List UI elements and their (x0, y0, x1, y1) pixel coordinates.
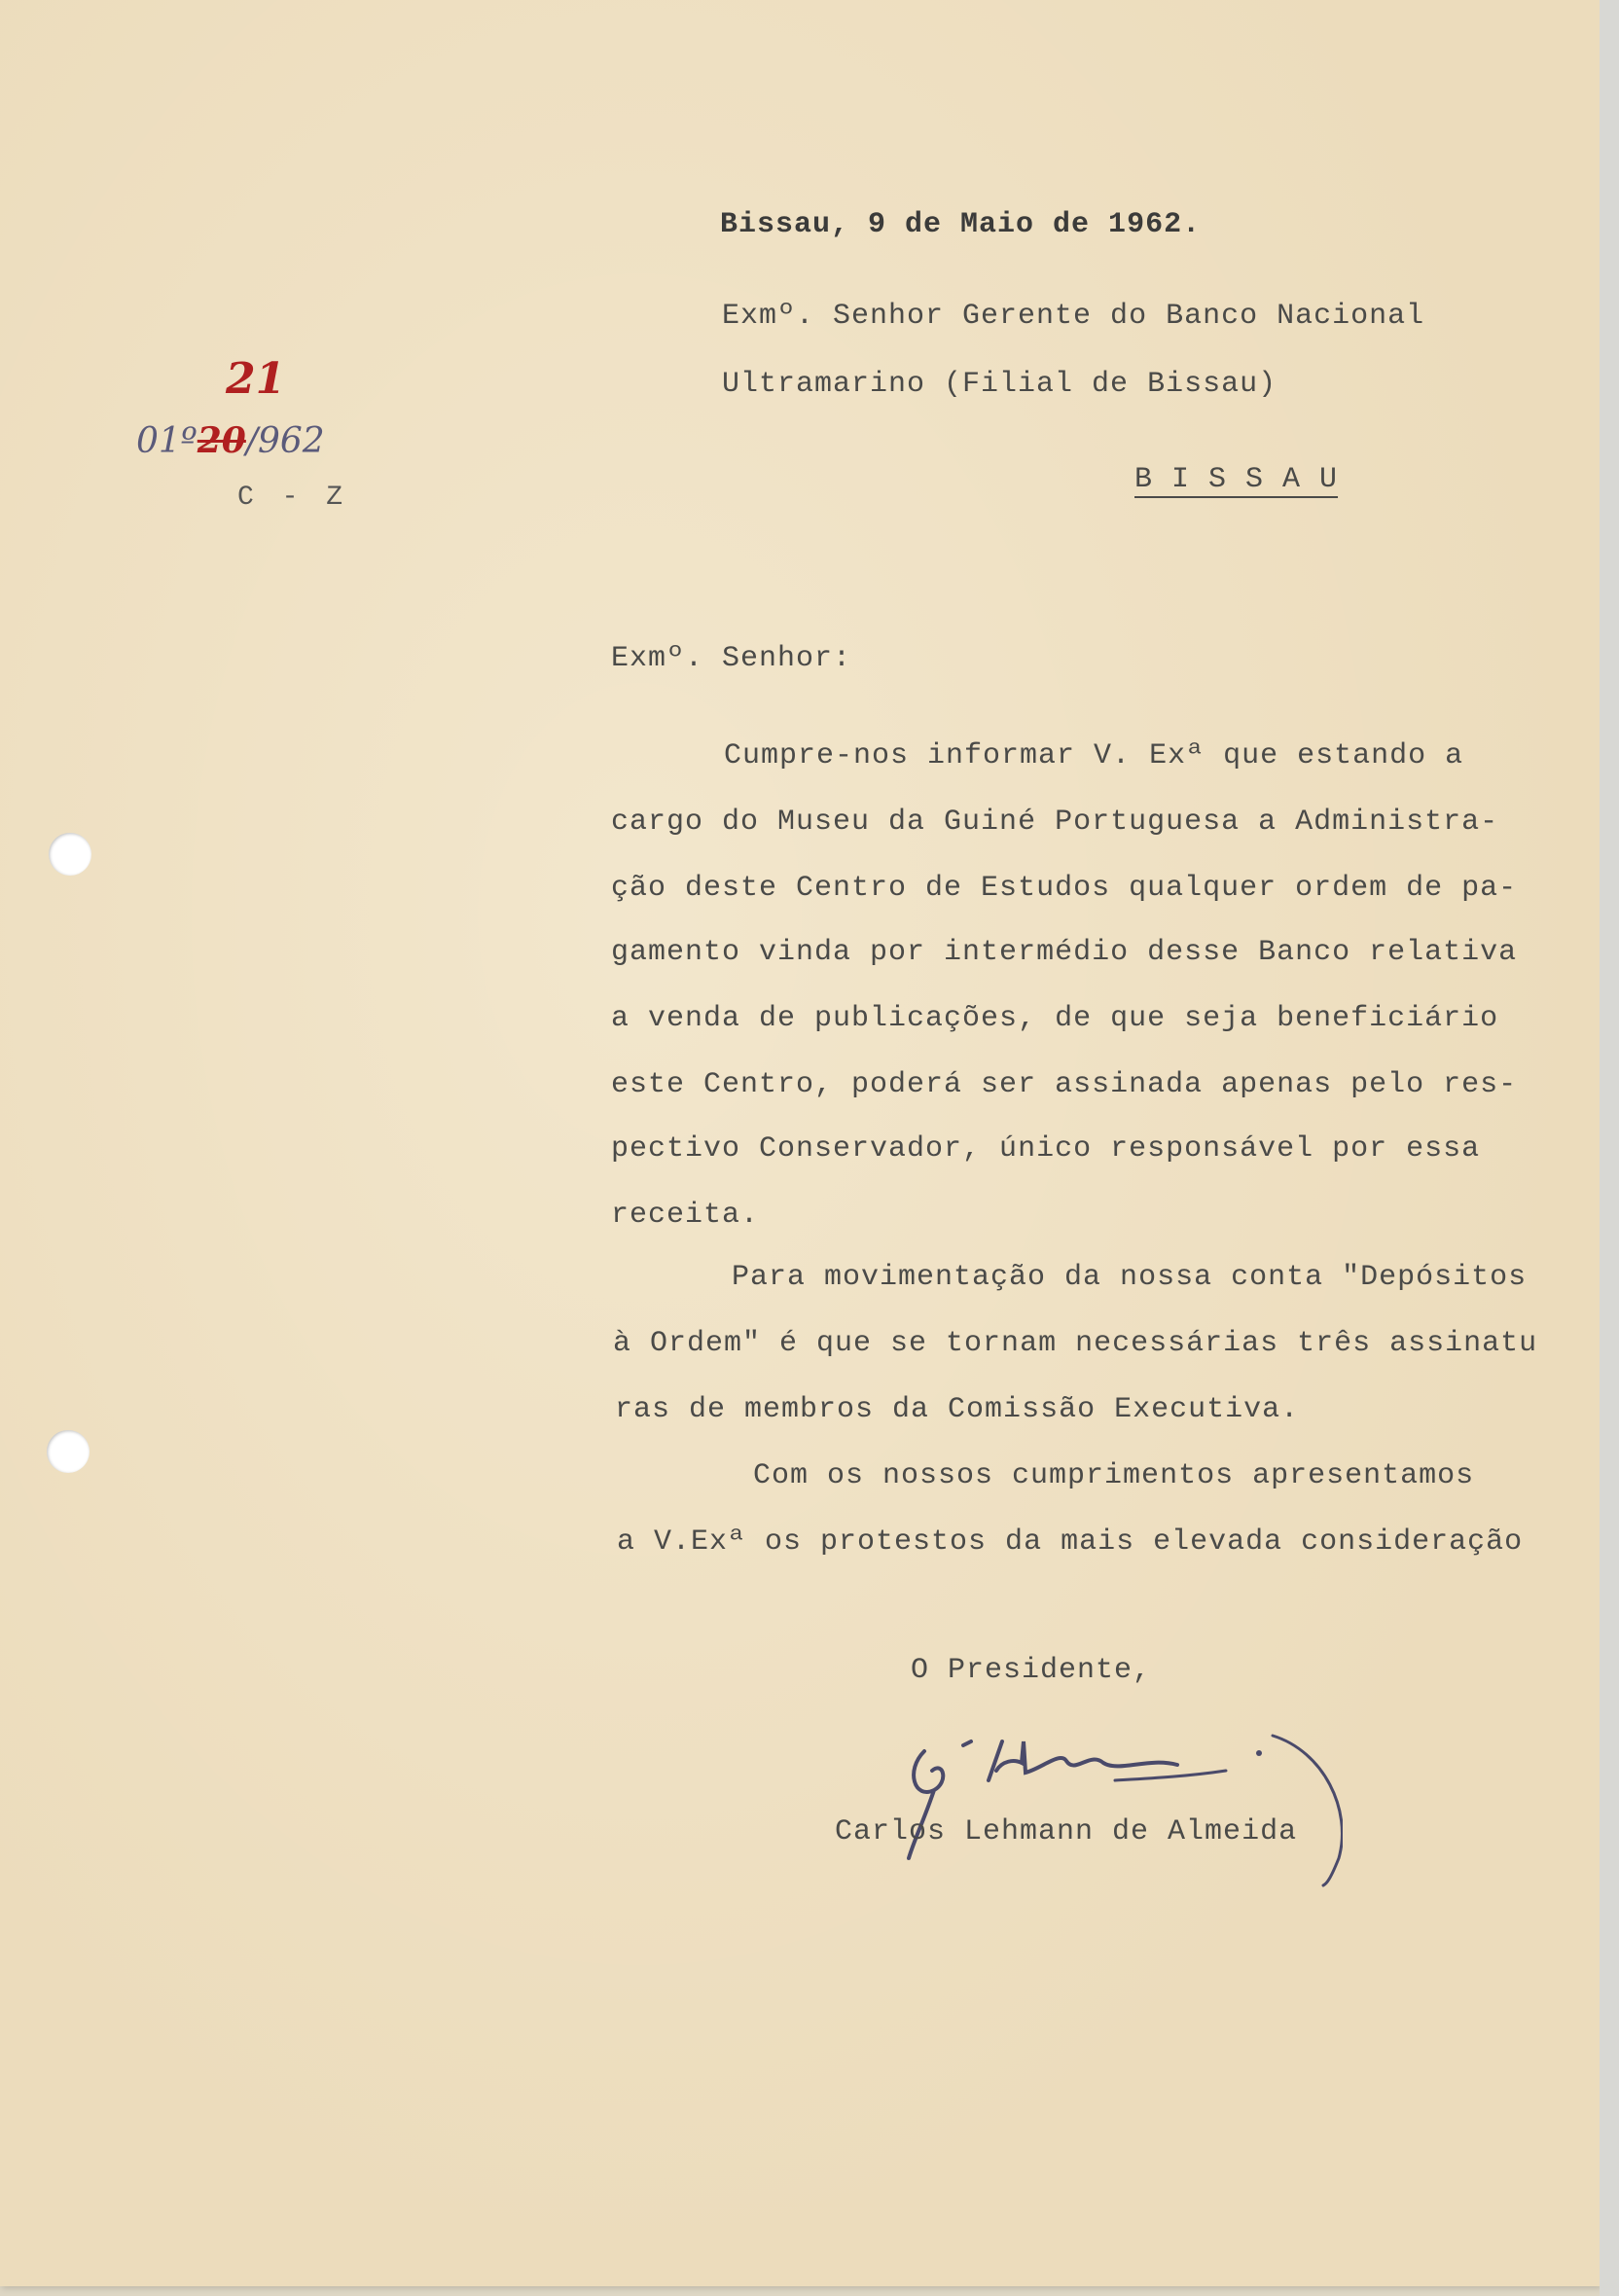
recipient-line-1: Exmº. Senhor Gerente do Banco Nacional (722, 300, 1425, 333)
recipient-city: B I S S A U (1134, 463, 1339, 496)
margin-reference (136, 420, 325, 461)
page-edge (1600, 0, 1619, 2296)
body-line: este Centro, poderá ser assinada apenas pelo res- (611, 1068, 1518, 1101)
body-line: ras de membros da Comissão Executiva. (615, 1393, 1300, 1426)
punch-hole-lower (47, 1430, 90, 1473)
body-line: a V.Exª os protestos da mais elevada consideração (617, 1525, 1524, 1559)
closing-title: O Presidente, (911, 1654, 1152, 1687)
body-line: Para movimentação da nossa conta "Depósitos (732, 1261, 1528, 1294)
body-line: gamento vinda por intermédio desse Banco relativa (611, 936, 1518, 969)
margin-reference-crossed: 20 (197, 420, 246, 461)
body-line: à Ordem" é que se tornam necessárias três assinatu (613, 1327, 1538, 1360)
margin-reference-prefix: 01º (136, 421, 198, 461)
salutation: Exmº. Senhor: (611, 642, 852, 675)
signatory-name: Carlos Lehmann de Almeida (835, 1815, 1298, 1848)
body-line: ção deste Centro de Estudos qualquer ordem de pa- (611, 872, 1518, 905)
body-line: Com os nossos cumprimentos apresentamos (753, 1459, 1475, 1492)
margin-red-number: 21 (226, 354, 286, 404)
recipient-line-2: Ultramarino (Filial de Bissau) (722, 368, 1277, 401)
margin-code: C - Z (237, 483, 349, 513)
body-line: cargo do Museu da Guiné Portuguesa a Administra- (611, 806, 1499, 839)
punch-hole-upper (49, 833, 91, 876)
margin-reference-suffix: /962 (245, 421, 325, 461)
date-line: Bissau, 9 de Maio de 1962. (720, 208, 1202, 241)
body-line: Cumpre-nos informar V. Exª que estando a (724, 739, 1464, 772)
signature (895, 1712, 1343, 1887)
body-line: receita. (611, 1199, 760, 1232)
body-line: a venda de publicações, de que seja beneficiário (611, 1002, 1499, 1035)
body-line: pectivo Conservador, único responsável por essa (611, 1132, 1481, 1166)
